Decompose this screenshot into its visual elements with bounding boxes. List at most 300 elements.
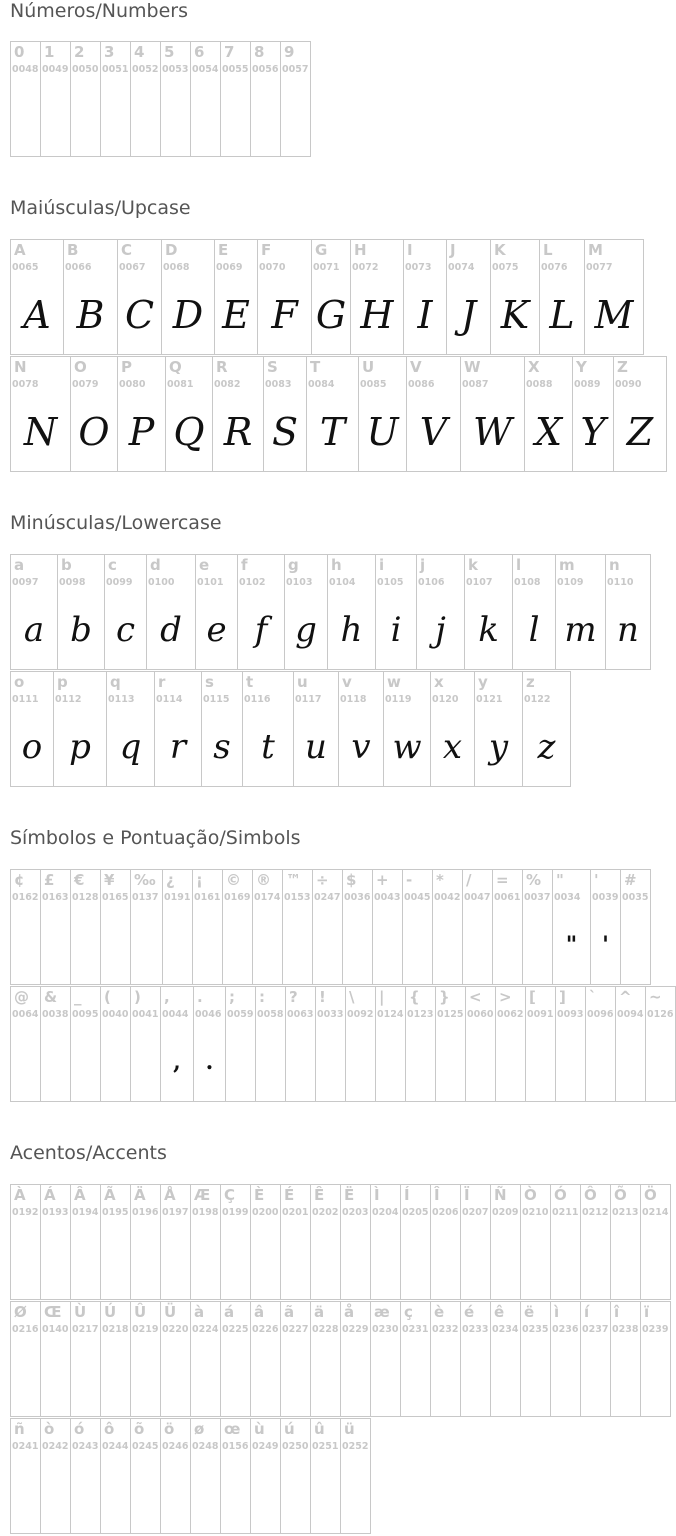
glyph-char-label: J: [450, 241, 456, 259]
glyph-code-label: 0050: [72, 64, 99, 75]
glyph-char-label: <: [469, 988, 482, 1006]
glyph-char-label: v: [342, 673, 352, 691]
glyph-cell: [311, 1301, 341, 1417]
glyph-char-label: ä: [314, 1303, 325, 1321]
glyph-cell: [101, 1418, 131, 1534]
glyph-sample: H: [360, 293, 394, 337]
glyph-cell: [281, 1301, 311, 1417]
glyph-cell: [71, 356, 118, 472]
glyph-code-label: 0055: [222, 64, 249, 75]
glyph-cell: [131, 1301, 161, 1417]
glyph-code-label: 0070: [259, 262, 286, 273]
glyph-cell: [281, 41, 311, 157]
glyph-cell: [101, 1301, 131, 1417]
glyph-cell: [431, 1301, 461, 1417]
glyph-cell: [553, 869, 591, 985]
glyph-sample: X: [534, 410, 563, 454]
glyph-code-label: 0048: [12, 64, 39, 75]
glyph-sample: a: [23, 610, 45, 650]
glyph-code-label: 0236: [552, 1324, 579, 1335]
glyph-code-label: 0241: [12, 1441, 39, 1452]
glyph-cell: [491, 1184, 521, 1300]
glyph-code-label: 0235: [522, 1324, 549, 1335]
glyph-cell: [461, 1301, 491, 1417]
glyph-char-label: Z: [617, 358, 628, 376]
glyph-cell: [294, 671, 339, 787]
glyph-sample: c: [115, 610, 136, 650]
glyph-char-label: B: [67, 241, 79, 259]
glyph-char-label: y: [478, 673, 488, 691]
glyph-cell: [433, 869, 463, 985]
glyph-cell: [107, 671, 155, 787]
glyph-char-label: \: [349, 988, 355, 1006]
glyph-cell: [58, 554, 105, 670]
glyph-code-label: 0237: [582, 1324, 609, 1335]
glyph-char-label: ): [134, 988, 141, 1006]
glyph-char-label: H: [354, 241, 367, 259]
glyph-code-label: 0084: [308, 379, 335, 390]
glyph-sample: F: [271, 293, 298, 337]
glyph-code-label: 0057: [282, 64, 309, 75]
glyph-cell: [556, 554, 606, 670]
glyph-code-label: 0113: [108, 694, 135, 705]
glyph-code-label: 0063: [287, 1009, 314, 1020]
glyph-cell: [258, 239, 312, 355]
glyph-cell: [341, 1184, 371, 1300]
glyph-char-label: ö: [164, 1420, 175, 1438]
glyph-char-label: €: [74, 871, 85, 889]
glyph-cell: [101, 41, 131, 157]
glyph-sample: W: [472, 410, 513, 454]
glyph-code-label: 0110: [607, 577, 634, 588]
glyph-sample: M: [594, 293, 634, 337]
glyph-char-label: u: [297, 673, 308, 691]
glyph-code-label: 0092: [347, 1009, 374, 1020]
glyph-sample: E: [222, 293, 250, 337]
glyph-code-label: 0066: [65, 262, 92, 273]
glyph-char-label: !: [319, 988, 326, 1006]
glyph-char-label: 1: [44, 43, 55, 61]
glyph-char-label: î: [614, 1303, 620, 1321]
glyph-cell: [461, 356, 525, 472]
glyph-char-label: á: [224, 1303, 235, 1321]
glyph-char-label: @: [14, 988, 29, 1006]
glyph-char-label: f: [241, 556, 248, 574]
glyph-code-label: 0192: [12, 1207, 39, 1218]
glyph-char-label: Â: [74, 1186, 86, 1204]
glyph-sample: x: [442, 727, 463, 767]
glyph-sample: w: [392, 727, 422, 767]
glyph-cell: [161, 986, 194, 1102]
glyph-cell: [191, 1301, 221, 1417]
glyph-sample: t: [261, 727, 275, 767]
glyph-code-label: 0220: [162, 1324, 189, 1335]
glyph-code-label: 0080: [119, 379, 146, 390]
glyph-row: [10, 1184, 671, 1300]
glyph-cell: [461, 1184, 491, 1300]
glyph-code-label: 0074: [448, 262, 475, 273]
glyph-cell: [161, 1184, 191, 1300]
glyph-code-label: 0111: [12, 694, 39, 705]
glyph-cell: [226, 986, 256, 1102]
glyph-sample: S: [271, 410, 299, 454]
glyph-char-label: b: [61, 556, 72, 574]
glyph-cell: [251, 1418, 281, 1534]
glyph-char-label: Ï: [464, 1186, 470, 1204]
glyph-code-label: 0038: [42, 1009, 69, 1020]
glyph-cell: [118, 239, 162, 355]
glyph-code-label: 0123: [407, 1009, 434, 1020]
glyph-code-label: 0104: [329, 577, 356, 588]
glyph-code-label: 0163: [42, 892, 69, 903]
glyph-char-label: +: [376, 871, 389, 889]
glyph-code-label: 0045: [404, 892, 431, 903]
glyph-code-label: 0198: [192, 1207, 219, 1218]
glyph-cell: [101, 1184, 131, 1300]
glyph-cell: [351, 239, 404, 355]
glyph-char-label: U: [362, 358, 375, 376]
glyph-code-label: 0098: [59, 577, 86, 588]
glyph-char-label: ã: [284, 1303, 295, 1321]
glyph-code-label: 0247: [314, 892, 341, 903]
glyph-sample: C: [124, 293, 155, 337]
glyph-cell: [586, 986, 616, 1102]
glyph-code-label: 0243: [72, 1441, 99, 1452]
glyph-cell: [513, 554, 556, 670]
glyph-code-label: 0245: [132, 1441, 159, 1452]
glyph-cell: [41, 869, 71, 985]
glyph-cell: [283, 869, 313, 985]
glyph-sample: Q: [173, 410, 205, 454]
glyph-cell: [376, 554, 417, 670]
glyph-char-label: [: [529, 988, 536, 1006]
glyph-code-label: 0065: [12, 262, 39, 273]
glyph-char-label: l: [516, 556, 522, 574]
glyph-char-label: m: [559, 556, 575, 574]
glyph-char-label: j: [420, 556, 426, 574]
glyph-cell: [155, 671, 202, 787]
glyph-char-label: d: [150, 556, 161, 574]
glyph-cell: [573, 356, 614, 472]
glyph-cell: [406, 986, 436, 1102]
glyph-code-label: 0046: [195, 1009, 222, 1020]
glyph-code-label: 0081: [167, 379, 194, 390]
glyph-cell: [223, 869, 253, 985]
glyph-code-label: 0199: [222, 1207, 249, 1218]
glyph-sample: m: [564, 610, 597, 650]
glyph-code-label: 0194: [72, 1207, 99, 1218]
glyph-char-label: :: [259, 988, 265, 1006]
glyph-code-label: 0137: [132, 892, 159, 903]
glyph-char-label: M: [588, 241, 603, 259]
glyph-char-label: S: [267, 358, 278, 376]
glyph-code-label: 0249: [252, 1441, 279, 1452]
glyph-code-label: 0095: [72, 1009, 99, 1020]
glyph-code-label: 0097: [12, 577, 39, 588]
glyph-char-label: ê: [494, 1303, 505, 1321]
glyph-char-label: |: [379, 988, 385, 1006]
glyph-char-label: .: [197, 988, 203, 1006]
glyph-cell: [193, 869, 223, 985]
glyph-code-label: 0087: [462, 379, 489, 390]
glyph-cell: [11, 41, 41, 157]
glyph-sample: .: [205, 1049, 214, 1075]
glyph-code-label: 0230: [372, 1324, 399, 1335]
glyph-code-label: 0212: [582, 1207, 609, 1218]
glyph-cell: [401, 1184, 431, 1300]
glyph-sample: B: [76, 293, 105, 337]
glyph-char-label: R: [216, 358, 228, 376]
glyph-cell: [463, 869, 493, 985]
glyph-cell: [431, 671, 475, 787]
glyph-cell: [525, 356, 573, 472]
glyph-char-label: 5: [164, 43, 175, 61]
glyph-char-label: K: [494, 241, 506, 259]
glyph-cell: [404, 239, 447, 355]
glyph-code-label: 0250: [282, 1441, 309, 1452]
glyph-char-label: Õ: [614, 1186, 627, 1204]
glyph-code-label: 0251: [312, 1441, 339, 1452]
glyph-code-label: 0201: [282, 1207, 309, 1218]
glyph-row: [10, 1301, 671, 1417]
glyph-code-label: 0056: [252, 64, 279, 75]
glyph-cell: [523, 869, 553, 985]
glyph-code-label: 0067: [119, 262, 146, 273]
glyph-char-label: 9: [284, 43, 295, 61]
glyph-code-label: 0037: [524, 892, 551, 903]
glyph-cell: [161, 41, 191, 157]
glyph-cell: [11, 1418, 41, 1534]
glyph-cell: [11, 869, 41, 985]
glyph-cell: [11, 554, 58, 670]
glyph-char-label: ø: [194, 1420, 205, 1438]
glyph-sample: k: [478, 610, 499, 650]
glyph-cell: [616, 986, 646, 1102]
glyph-sample: q: [119, 727, 142, 767]
glyph-code-label: 0099: [106, 577, 133, 588]
glyph-code-label: 0053: [162, 64, 189, 75]
glyph-cell: [521, 1301, 551, 1417]
section-title-accents: Acentos/Accents: [10, 1142, 167, 1164]
glyph-char-label: s: [205, 673, 214, 691]
glyph-code-label: 0040: [102, 1009, 129, 1020]
glyph-sample: V: [419, 410, 448, 454]
glyph-char-label: Œ: [44, 1303, 62, 1321]
glyph-row: [10, 671, 571, 787]
glyph-code-label: 0233: [462, 1324, 489, 1335]
glyph-code-label: 0115: [203, 694, 230, 705]
glyph-cell: [161, 1301, 191, 1417]
glyph-code-label: 0224: [192, 1324, 219, 1335]
glyph-code-label: 0218: [102, 1324, 129, 1335]
glyph-sample: K: [500, 293, 530, 337]
glyph-char-label: a: [14, 556, 25, 574]
glyph-char-label: T: [310, 358, 321, 376]
glyph-cell: [311, 1184, 341, 1300]
glyph-code-label: 0059: [227, 1009, 254, 1020]
glyph-cell: [105, 554, 147, 670]
glyph-cell: [194, 986, 226, 1102]
glyph-cell: [313, 869, 343, 985]
glyph-sample: R: [223, 410, 253, 454]
glyph-sample: O: [78, 410, 110, 454]
glyph-cell: [285, 554, 328, 670]
glyph-char-label: Ò: [524, 1186, 537, 1204]
glyph-cell: [343, 869, 373, 985]
glyph-code-label: 0033: [317, 1009, 344, 1020]
glyph-cell: [71, 1418, 101, 1534]
glyph-char-label: `: [589, 988, 597, 1006]
glyph-sample: h: [340, 610, 363, 650]
glyph-code-label: 0072: [352, 262, 379, 273]
glyph-cell: [465, 554, 513, 670]
glyph-char-label: í: [584, 1303, 590, 1321]
glyph-char-label: Ë: [344, 1186, 355, 1204]
glyph-cell: [621, 869, 651, 985]
glyph-code-label: 0079: [72, 379, 99, 390]
glyph-cell: [556, 986, 586, 1102]
glyph-char-label: ©: [226, 871, 241, 889]
glyph-char-label: ù: [254, 1420, 265, 1438]
glyph-char-label: i: [379, 556, 385, 574]
glyph-char-label: Í: [404, 1186, 410, 1204]
glyph-char-label: z: [526, 673, 535, 691]
glyph-code-label: 0219: [132, 1324, 159, 1335]
glyph-code-label: 0216: [12, 1324, 39, 1335]
glyph-code-label: 0122: [524, 694, 551, 705]
glyph-code-label: 0126: [647, 1009, 674, 1020]
glyph-code-label: 0090: [615, 379, 642, 390]
glyph-sample: r: [169, 727, 187, 767]
glyph-char-label: 0: [14, 43, 25, 61]
glyph-cell: [191, 41, 221, 157]
glyph-sample: U: [366, 410, 399, 454]
glyph-sample: f: [254, 610, 268, 650]
glyph-code-label: 0128: [72, 892, 99, 903]
glyph-code-label: 0047: [464, 892, 491, 903]
glyph-char-label: É: [284, 1186, 295, 1204]
glyph-char-label: A: [14, 241, 26, 259]
glyph-code-label: 0232: [432, 1324, 459, 1335]
glyph-sample: G: [315, 293, 347, 337]
glyph-code-label: 0205: [402, 1207, 429, 1218]
glyph-code-label: 0105: [377, 577, 404, 588]
glyph-code-label: 0252: [342, 1441, 369, 1452]
glyph-sample: D: [172, 293, 204, 337]
glyph-code-label: 0193: [42, 1207, 69, 1218]
glyph-char-label: _: [74, 988, 82, 1006]
glyph-cell: [403, 869, 433, 985]
glyph-code-label: 0069: [216, 262, 243, 273]
glyph-char-label: û: [314, 1420, 325, 1438]
glyph-cell: [64, 239, 118, 355]
glyph-sample: Y: [580, 410, 606, 454]
glyph-cell: [581, 1184, 611, 1300]
glyph-code-label: 0088: [526, 379, 553, 390]
glyph-char-label: r: [158, 673, 166, 691]
glyph-char-label: %: [526, 871, 542, 889]
glyph-cell: [401, 1301, 431, 1417]
glyph-cell: [606, 554, 651, 670]
glyph-cell: [131, 1418, 161, 1534]
glyph-sample: j: [435, 610, 446, 650]
glyph-char-label: #: [624, 871, 637, 889]
glyph-sample: s: [213, 727, 231, 767]
glyph-cell: [307, 356, 359, 472]
glyph-char-label: ¢: [14, 871, 25, 889]
glyph-cell: [163, 869, 193, 985]
glyph-code-label: 0044: [162, 1009, 189, 1020]
glyph-sample: T: [319, 410, 346, 454]
glyph-char-label: é: [464, 1303, 475, 1321]
glyph-char-label: $: [346, 871, 357, 889]
glyph-char-label: ‰: [134, 871, 156, 889]
glyph-char-label: x: [434, 673, 444, 691]
glyph-char-label: e: [199, 556, 210, 574]
glyph-cell: [238, 554, 285, 670]
glyph-sample: u: [305, 727, 327, 767]
glyph-char-label: Û: [134, 1303, 147, 1321]
glyph-code-label: 0058: [257, 1009, 284, 1020]
glyph-code-label: 0073: [405, 262, 432, 273]
glyph-cell: [191, 1184, 221, 1300]
glyph-cell: [101, 986, 131, 1102]
glyph-cell: [407, 356, 461, 472]
glyph-cell: [496, 986, 526, 1102]
glyph-char-label: X: [528, 358, 540, 376]
glyph-sample: Z: [626, 410, 654, 454]
glyph-char-label: Ç: [224, 1186, 236, 1204]
glyph-char-label: V: [410, 358, 422, 376]
glyph-sample: d: [160, 610, 182, 650]
glyph-char-label: n: [609, 556, 620, 574]
glyph-code-label: 0085: [360, 379, 387, 390]
glyph-cell: [611, 1184, 641, 1300]
glyph-char-label: q: [110, 673, 121, 691]
glyph-char-label: I: [407, 241, 413, 259]
glyph-code-label: 0049: [42, 64, 69, 75]
glyph-sample: ": [565, 932, 578, 958]
glyph-code-label: 0035: [622, 892, 649, 903]
glyph-char-label: ]: [559, 988, 566, 1006]
glyph-char-label: Î: [434, 1186, 440, 1204]
glyph-code-label: 0034: [554, 892, 581, 903]
glyph-char-label: O: [74, 358, 87, 376]
glyph-code-label: 0140: [42, 1324, 69, 1335]
glyph-code-label: 0042: [434, 892, 461, 903]
glyph-cell: [373, 869, 403, 985]
glyph-code-label: 0062: [497, 1009, 524, 1020]
glyph-code-label: 0169: [224, 892, 251, 903]
glyph-sample: n: [617, 610, 639, 650]
glyph-row: [10, 239, 644, 355]
glyph-cell: [466, 986, 496, 1102]
glyph-code-label: 0161: [194, 892, 221, 903]
glyph-char-label: Å: [164, 1186, 176, 1204]
section-title-numbers: Números/Numbers: [10, 0, 188, 22]
glyph-cell: [523, 671, 571, 787]
glyph-code-label: 0117: [295, 694, 322, 705]
glyph-char-label: /: [466, 871, 472, 889]
glyph-cell: [431, 1184, 461, 1300]
glyph-cell: [71, 1184, 101, 1300]
glyph-char-label: Á: [44, 1186, 56, 1204]
glyph-cell: [161, 1418, 191, 1534]
glyph-char-label: G: [315, 241, 328, 259]
glyph-char-label: 7: [224, 43, 235, 61]
glyph-code-label: 0096: [587, 1009, 614, 1020]
glyph-char-label: 2: [74, 43, 85, 61]
